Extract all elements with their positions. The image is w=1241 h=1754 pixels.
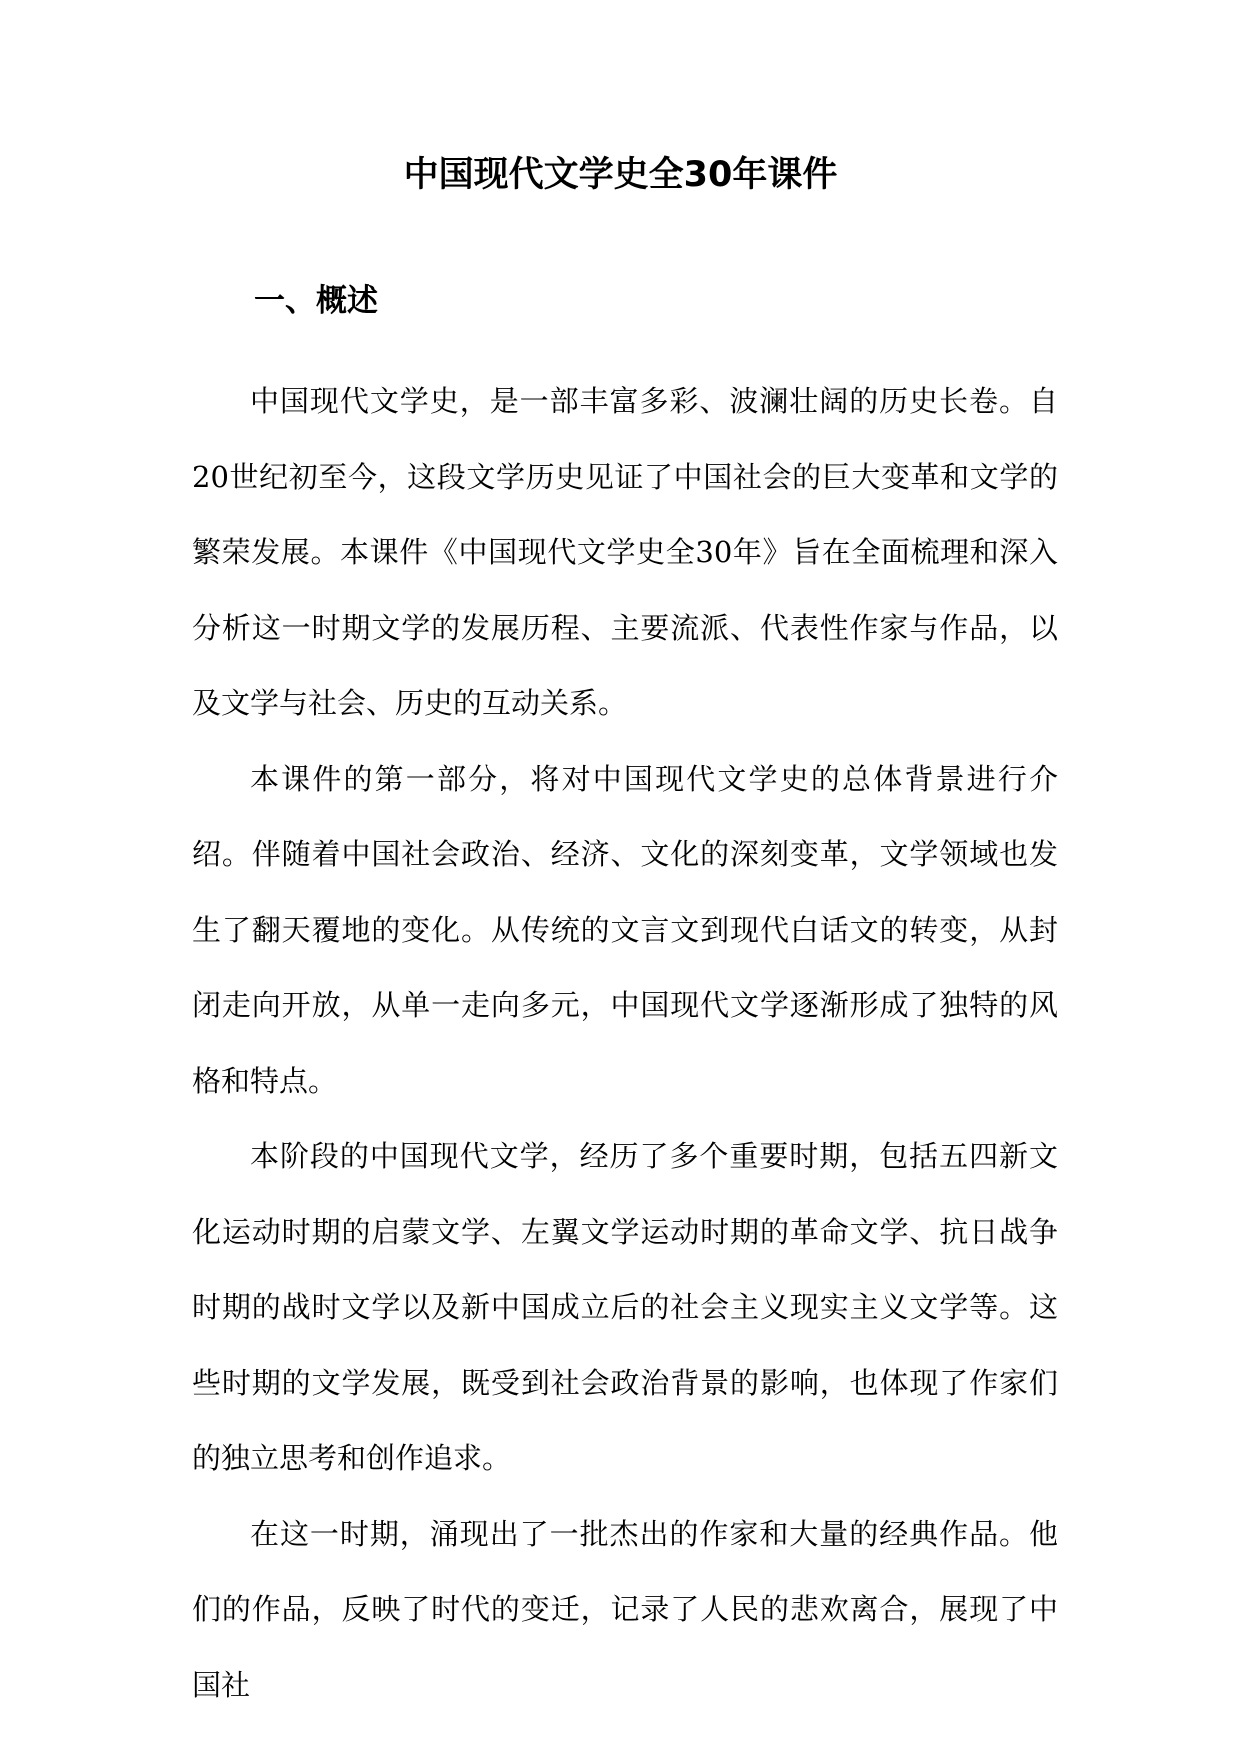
paragraph-2: 本课件的第一部分，将对中国现代文学史的总体背景进行介绍。伴随着中国社会政治、经济、文化的深刻变革，文学领域也发生了翻天覆地的变化。从传统的文言文到现代白话文的转变，从封闭走向开放，从单一走向多元，中国现代文学逐渐形成了独特的风格和特点。 — [192, 761, 1058, 1098]
section-heading: 一、概述 — [254, 283, 378, 319]
paragraph-1: 中国现代文学史，是一部丰富多彩、波澜壮阔的历史长卷。自20世纪初至今，这段文学历史见证了中国社会的巨大变革和文学的繁荣发展。本课件《中国现代文学史全30年》旨在全面梳理和深入分析这一时期文学的发展历程、主要流派、代表性作家与作品，以及文学与社会、历史的互动关系。 — [192, 384, 1058, 720]
paragraph-3: 本阶段的中国现代文学，经历了多个重要时期，包括五四新文化运动时期的启蒙文学、左翼文学运动时期的革命文学、抗日战争时期的战时文学以及新中国成立后的社会主义现实主义文学等。这些时期的文学发展，既受到社会政治背景的影响，也体现了作家们的独立思考和创作追求。 — [192, 1139, 1058, 1475]
paragraph-4: 在这一时期，涌现出了一批杰出的作家和大量的经典作品。他们的作品，反映了时代的变迁，记录了人民的悲欢离合，展现了中国社 — [192, 1516, 1058, 1702]
document-body — [192, 364, 1058, 1723]
document-title: 中国现代文学史全30年课件 — [403, 155, 838, 195]
